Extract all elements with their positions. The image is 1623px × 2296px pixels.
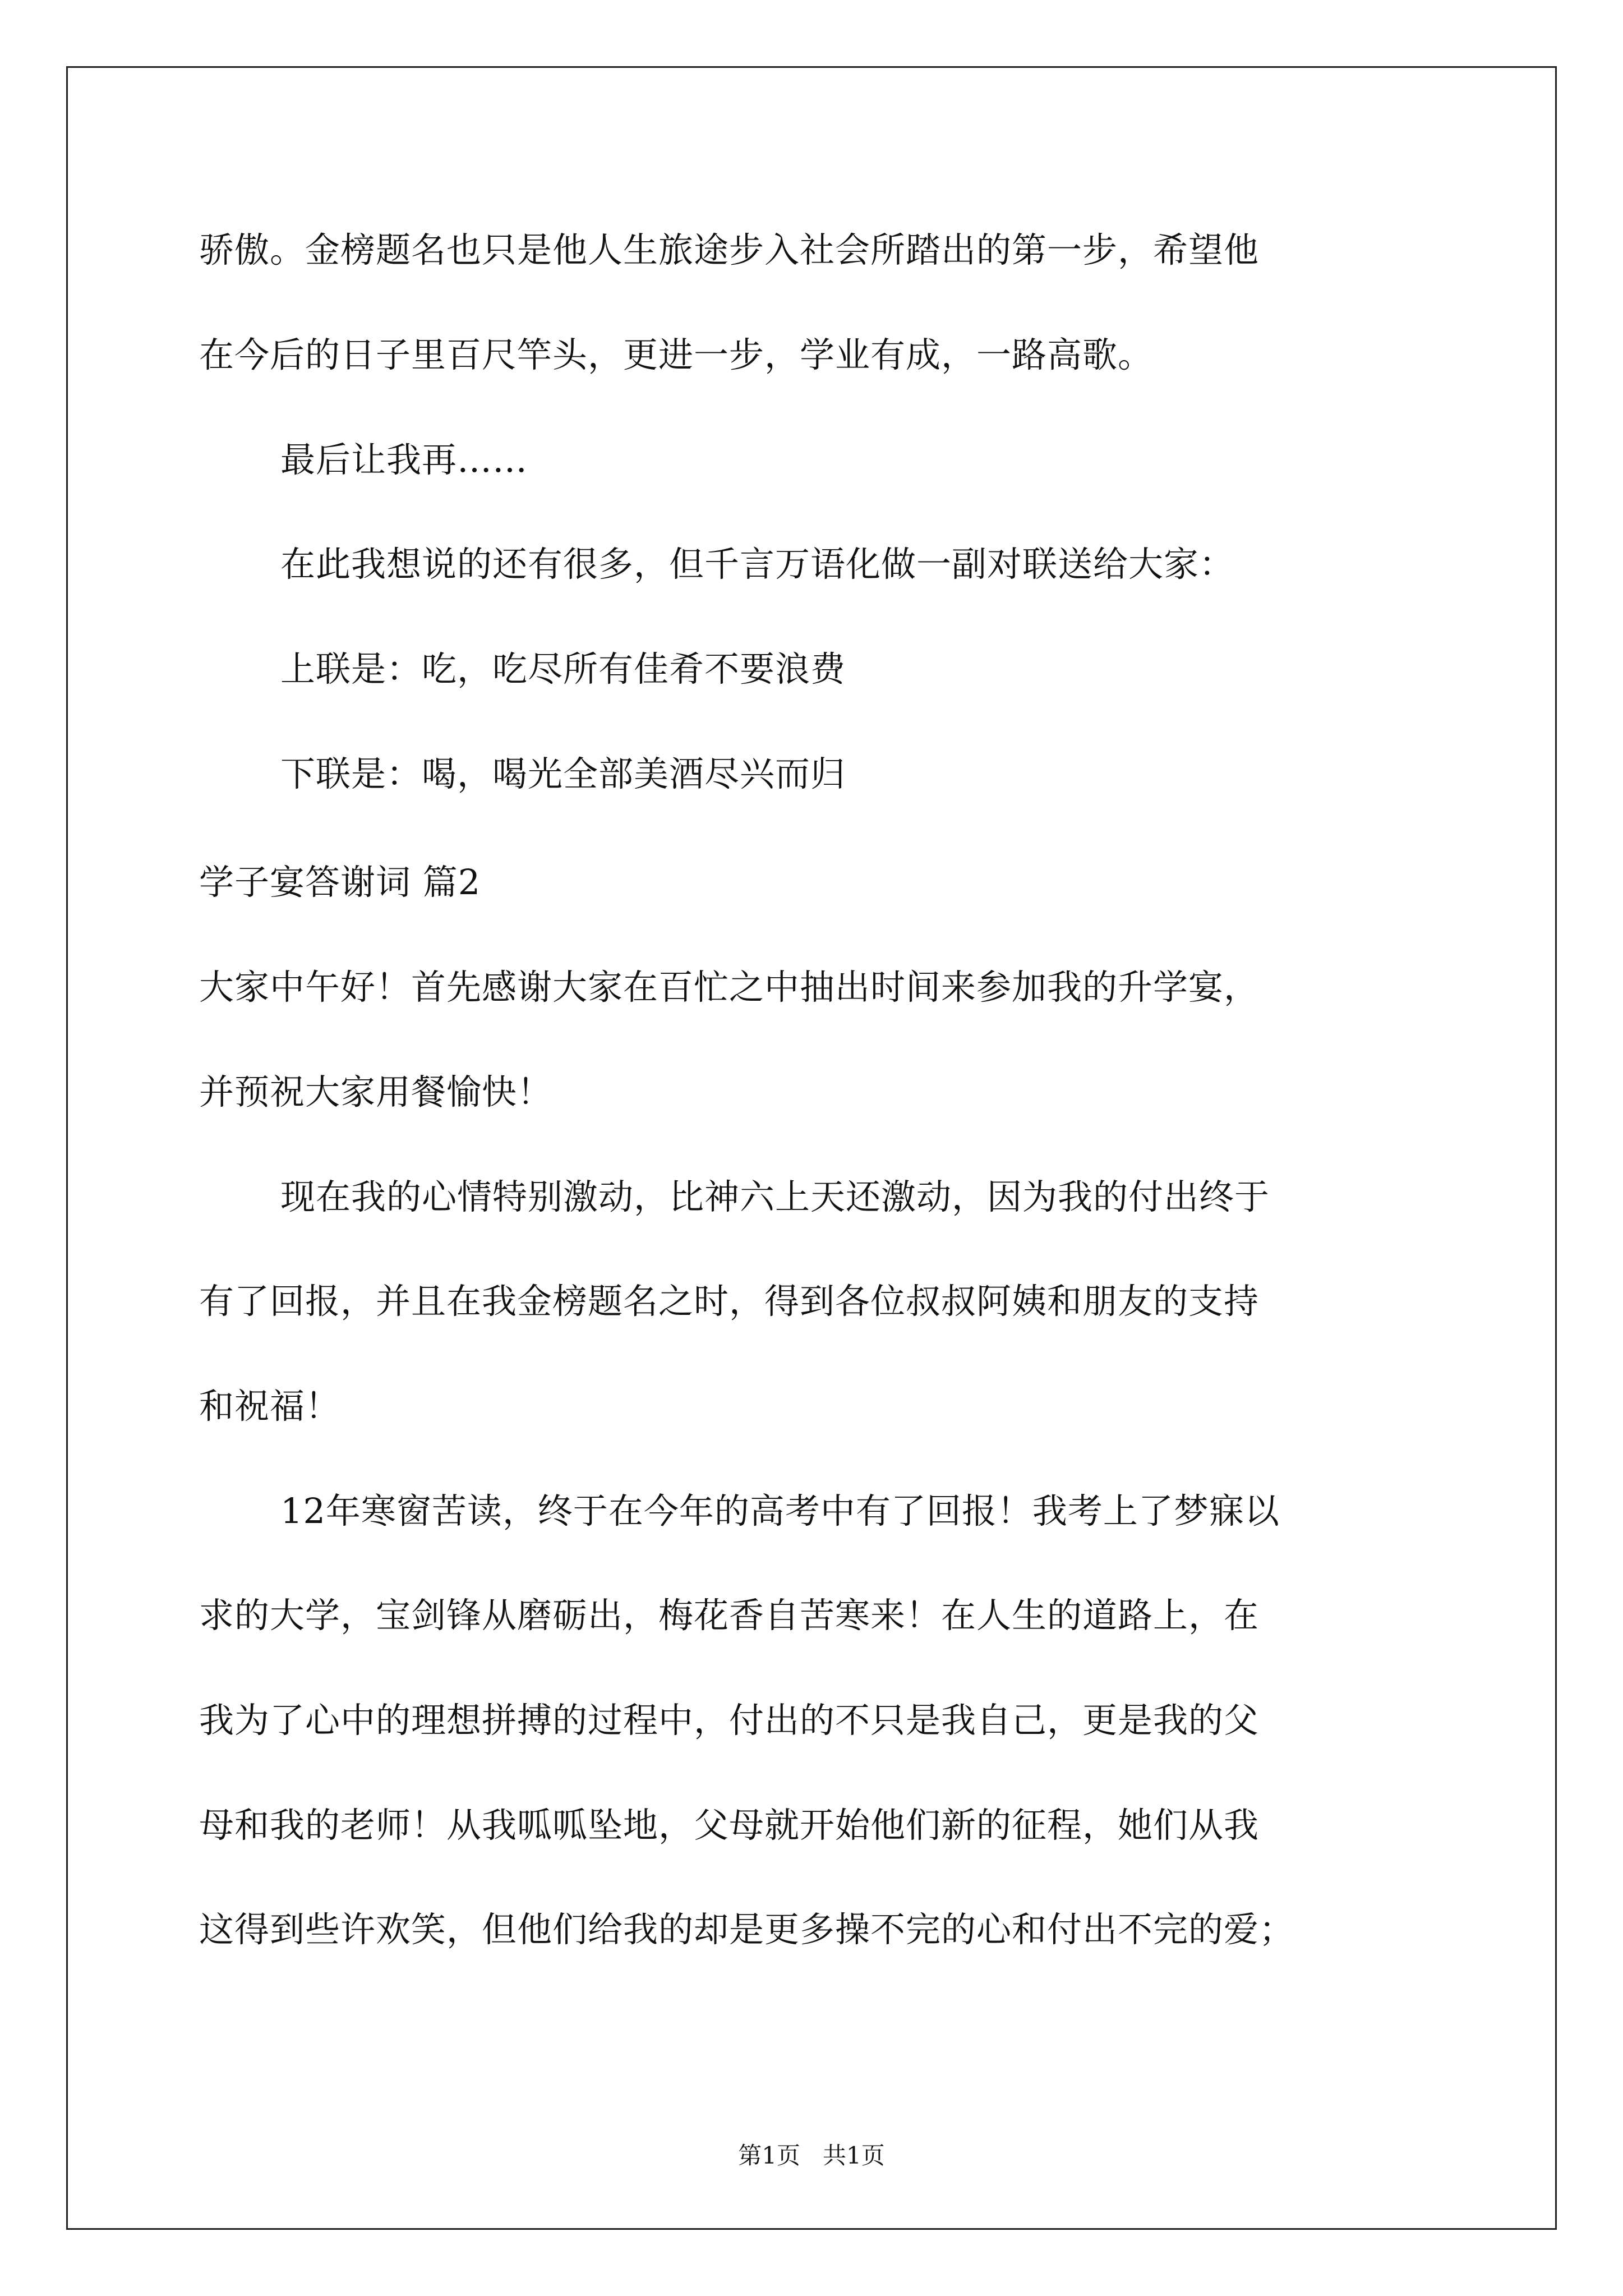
paragraph-line: 这得到些许欢笑，但他们给我的却是更多操不完的心和付出不完的爱；	[199, 1909, 1295, 1950]
paragraph-line: 上联是：吃，吃尽所有佳肴不要浪费	[280, 648, 846, 689]
paragraph-line: 母和我的老师！从我呱呱坠地，父母就开始他们新的征程，她们从我	[199, 1805, 1260, 1846]
paragraph-line: 12年寒窗苦读，终于在今年的高考中有了回报！我考上了梦寐以	[280, 1490, 1280, 1531]
paragraph-line: 骄傲。金榜题名也只是他人生旅途步入社会所踏出的第一步，希望他	[199, 229, 1260, 270]
page-border	[66, 66, 1557, 2230]
page-footer: 第1页 共1页	[738, 2142, 885, 2169]
paragraph-line: 有了回报，并且在我金榜题名之时，得到各位叔叔阿姨和朋友的支持	[199, 1281, 1260, 1322]
paragraph-line: 并预祝大家用餐愉快！	[199, 1071, 553, 1112]
paragraph-line: 和祝福！	[199, 1386, 341, 1427]
paragraph-line: 在此我想说的还有很多，但千言万语化做一副对联送给大家：	[280, 544, 1235, 585]
paragraph-line: 最后让我再……	[280, 439, 528, 480]
section-heading: 学子宴答谢词 篇2	[199, 862, 481, 903]
paragraph-line: 求的大学，宝剑锋从磨砺出，梅花香自苦寒来！在人生的道路上，在	[199, 1595, 1260, 1636]
paragraph-line: 现在我的心情特别激动，比神六上天还激动，因为我的付出终于	[280, 1176, 1270, 1217]
paragraph-line: 下联是：喝，喝光全部美酒尽兴而归	[280, 753, 846, 794]
paragraph-line: 在今后的日子里百尺竿头，更进一步，学业有成，一路高歌。	[199, 334, 1154, 375]
paragraph-line: 大家中午好！首先感谢大家在百忙之中抽出时间来参加我的升学宴，	[199, 967, 1260, 1007]
paragraph-line: 我为了心中的理想拼搏的过程中，付出的不只是我自己，更是我的父	[199, 1700, 1260, 1741]
